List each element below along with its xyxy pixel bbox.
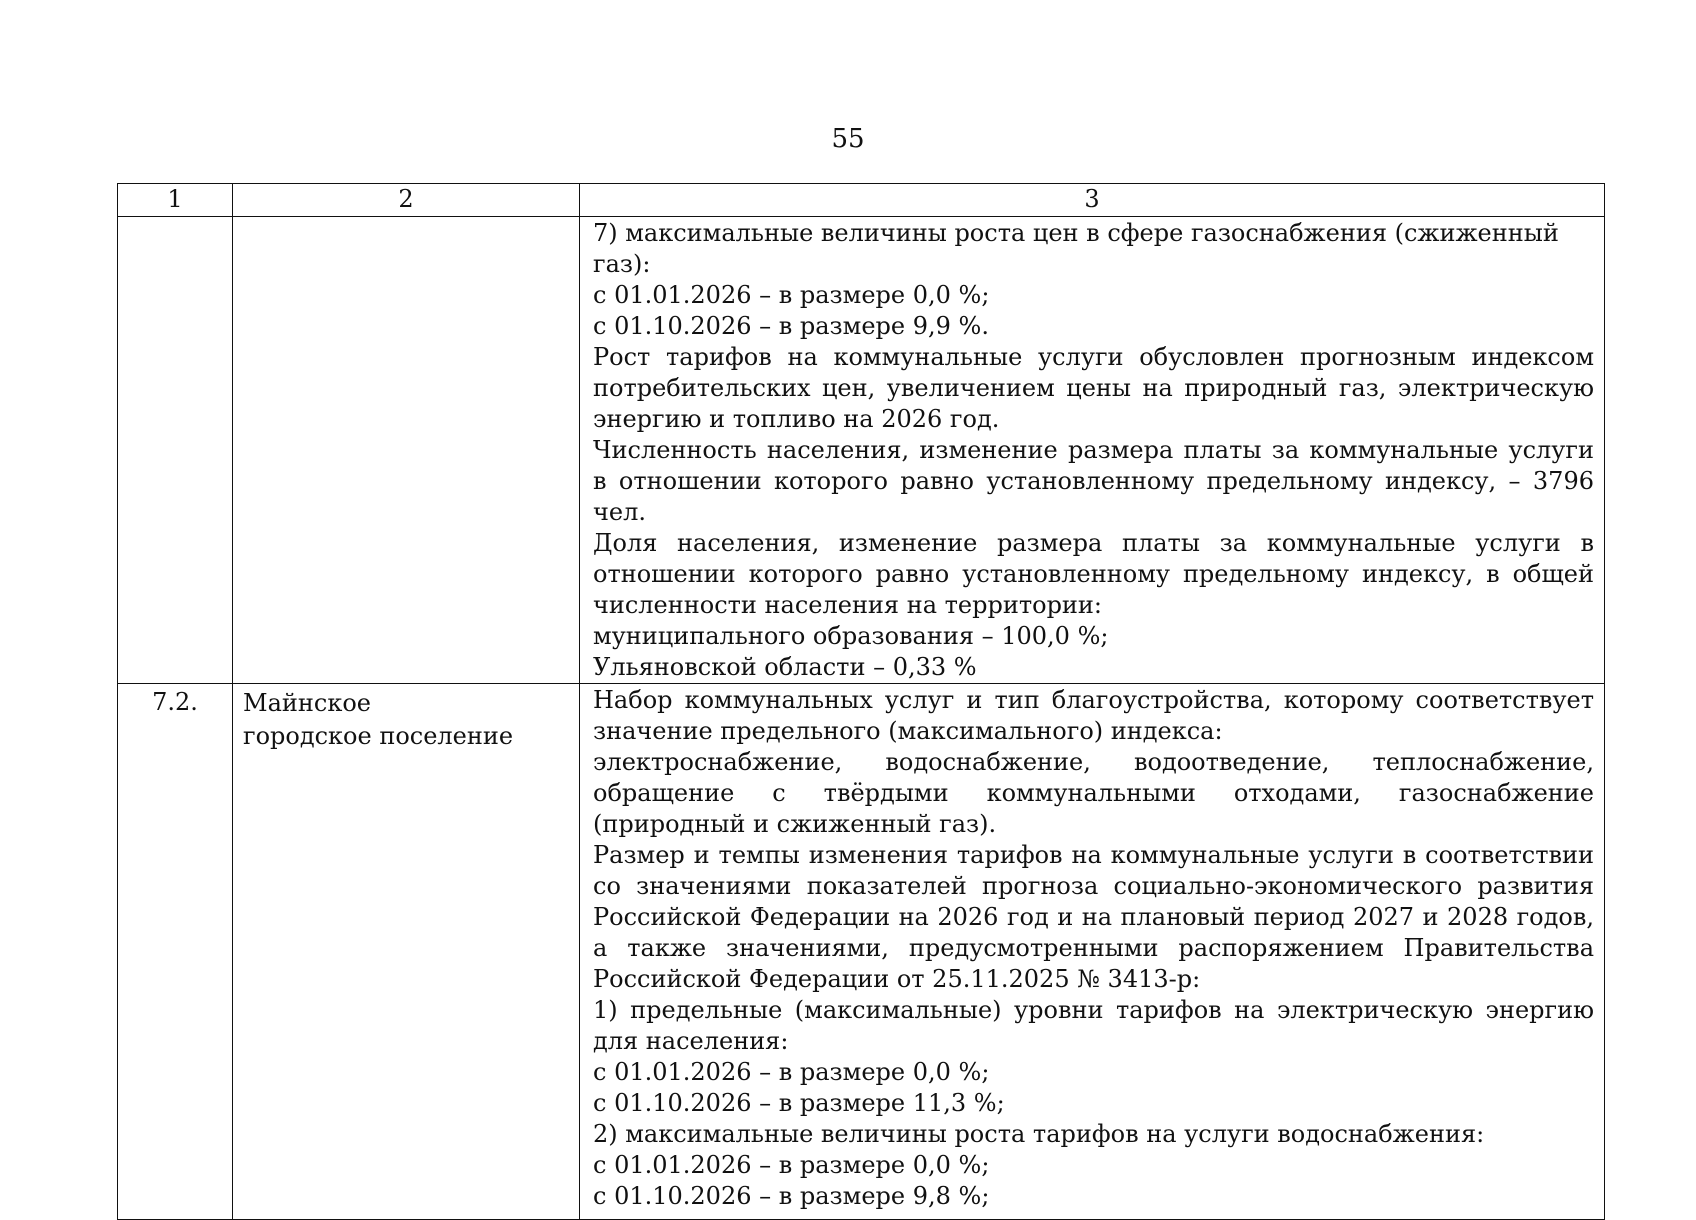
content-paragraph: Ульяновской области – 0,33 % <box>593 653 977 681</box>
row-name-cell <box>233 684 580 1220</box>
content-paragraph: 1) предельные (максимальные) уровни тарифов на электрическую энергию для населения: <box>593 996 1594 1055</box>
content-paragraph: с 01.01.2026 – в размере 0,0 %; <box>593 281 990 309</box>
content-paragraph: электроснабжение, водоснабжение, водоотведение, теплоснабжение, обращение с твёрдыми коммунальными отходами, газоснабжение (природный и сжиженный газ). <box>593 748 1594 838</box>
content-paragraph: с 01.01.2026 – в размере 0,0 %; <box>593 1151 990 1179</box>
content-paragraph: с 01.10.2026 – в размере 9,9 %. <box>593 312 989 340</box>
table-row <box>118 684 1605 1220</box>
row-content-cell <box>580 217 1605 684</box>
row-content-cell <box>580 684 1605 1220</box>
content-paragraph: Рост тарифов на коммунальные услуги обусловлен прогнозным индексом потребительских цен, увеличением цены на природный газ, электрическую энергию и топливо на 2026 год. <box>593 343 1594 433</box>
page-number: 55 <box>831 124 865 154</box>
content-paragraph: 7) максимальные величины роста цен в сфере газоснабжения (сжиженный газ): <box>593 219 1559 278</box>
column-header-2: 2 <box>233 184 580 217</box>
content-paragraph: с 01.10.2026 – в размере 11,3 %; <box>593 1089 1005 1117</box>
content-paragraph: Доля населения, изменение размера платы за коммунальные услуги в отношении которого равно установленному предельному индексу, в общей численности населения на территории: <box>593 529 1594 619</box>
content-paragraph: Численность населения, изменение размера платы за коммунальные услуги в отношении которого равно установленному предельному индексу, – 3796 чел. <box>593 436 1594 526</box>
content-paragraph: Набор коммунальных услуг и тип благоустройства, которому соответствует значение предельного (максимального) индекса: <box>593 686 1594 745</box>
row-number-cell: 7.2. <box>118 684 233 1220</box>
content-paragraph: муниципального образования – 100,0 %; <box>593 622 1109 650</box>
document-table <box>117 183 1605 1220</box>
content-paragraph: с 01.01.2026 – в размере 0,0 %; <box>593 1058 990 1086</box>
row-name-cell <box>233 217 580 684</box>
table-header-row <box>118 184 1605 217</box>
row-name-line: городское поселение <box>243 722 514 750</box>
column-header-1: 1 <box>118 184 233 217</box>
row-number-cell <box>118 217 233 684</box>
content-paragraph: 2) максимальные величины роста тарифов на услуги водоснабжения: <box>593 1120 1485 1148</box>
content-paragraph: с 01.10.2026 – в размере 9,8 %; <box>593 1182 990 1210</box>
content-paragraph: Размер и темпы изменения тарифов на коммунальные услуги в соответствии со значениями показателей прогноза социально-экономического развития Российской Федерации на 2026 год и на плановый период 2027 и 2028 годов, а также значениями, предусмотренными распоряжением Правительства Российской Федерации от 25.11.2025 № 3413-р: <box>593 841 1594 993</box>
row-name-line: Майнское <box>243 689 371 717</box>
column-header-3: 3 <box>580 184 1605 217</box>
table-row <box>118 217 1605 684</box>
